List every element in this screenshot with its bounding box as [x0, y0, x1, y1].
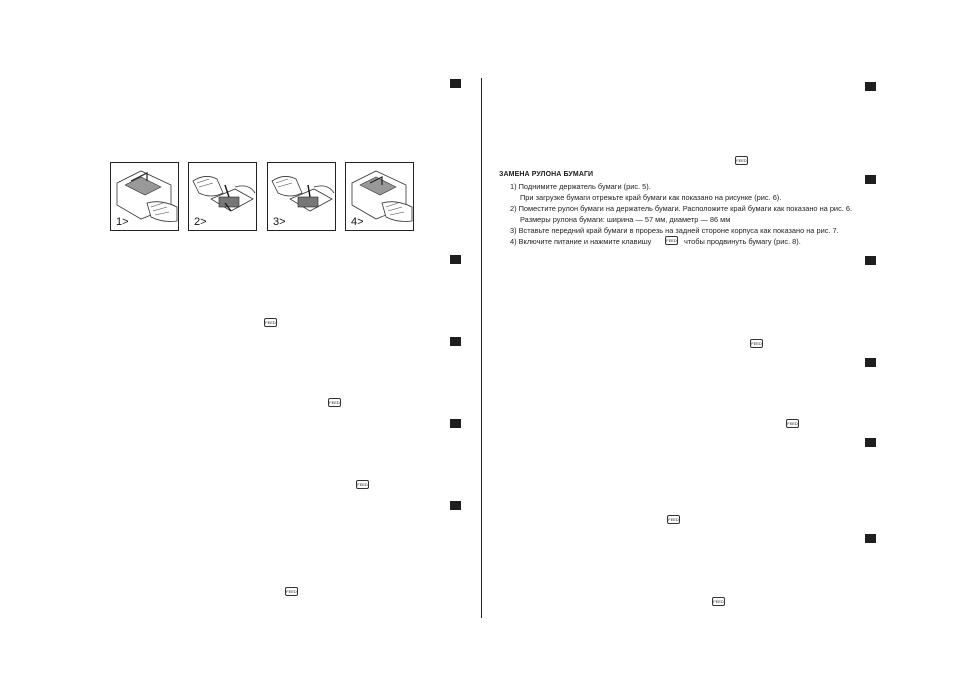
figure-label: 1>: [116, 216, 129, 228]
section-marker: [450, 255, 461, 264]
instruction-line: Размеры рулона бумаги: ширина — 57 мм, диаметр — 86 мм: [520, 215, 731, 224]
section-marker: [450, 337, 461, 346]
figure-label: 4>: [351, 216, 364, 228]
instruction-line: 1) Поднимите держатель бумаги (рис. 5).: [510, 182, 651, 191]
figure-step-3: [267, 162, 336, 231]
feed-key-icon: FEED: [329, 400, 340, 405]
feed-key-icon: FEED: [265, 320, 276, 325]
section-marker: [450, 501, 461, 510]
section-marker: [450, 79, 461, 88]
section-marker: [865, 438, 876, 447]
instruction-line: При загрузке бумаги отрежьте край бумаги как показано на рисунке (рис. 6).: [520, 193, 782, 202]
feed-key-icon: FEED: [751, 341, 762, 346]
figure-label: 2>: [194, 216, 207, 228]
figure-step-2: [188, 162, 257, 231]
instruction-line: 4) Включите питание и нажмите клавишу: [510, 237, 652, 246]
instruction-line: 3) Вставьте передний край бумаги в прорезь на задней стороне корпуса как показано на рис. 7.: [510, 226, 839, 235]
section-marker: [865, 175, 876, 184]
feed-key-icon: FEED: [787, 421, 798, 426]
instruction-line: 2) Поместите рулон бумаги на держатель бумаги. Расположите край бумаги как показано на рис. 6.: [510, 204, 853, 213]
section-marker: [865, 358, 876, 367]
feed-key-icon: FEED: [666, 238, 677, 243]
figure-label: 3>: [273, 216, 286, 228]
section-heading: ЗАМЕНА РУЛОНА БУМАГИ: [499, 171, 594, 178]
feed-key-icon: FEED: [668, 517, 679, 522]
feed-key-icon: FEED: [736, 158, 747, 163]
figure-step-1: [110, 162, 179, 231]
section-marker: [865, 534, 876, 543]
feed-key-icon: FEED: [713, 599, 724, 604]
feed-key-icon: FEED: [357, 482, 368, 487]
figure-step-4: [345, 162, 414, 231]
page-divider: [481, 78, 482, 618]
section-marker: [865, 82, 876, 91]
instruction-line: чтобы продвинуть бумагу (рис. 8).: [684, 237, 801, 246]
section-marker: [450, 419, 461, 428]
section-marker: [865, 256, 876, 265]
feed-key-icon: FEED: [286, 589, 297, 594]
